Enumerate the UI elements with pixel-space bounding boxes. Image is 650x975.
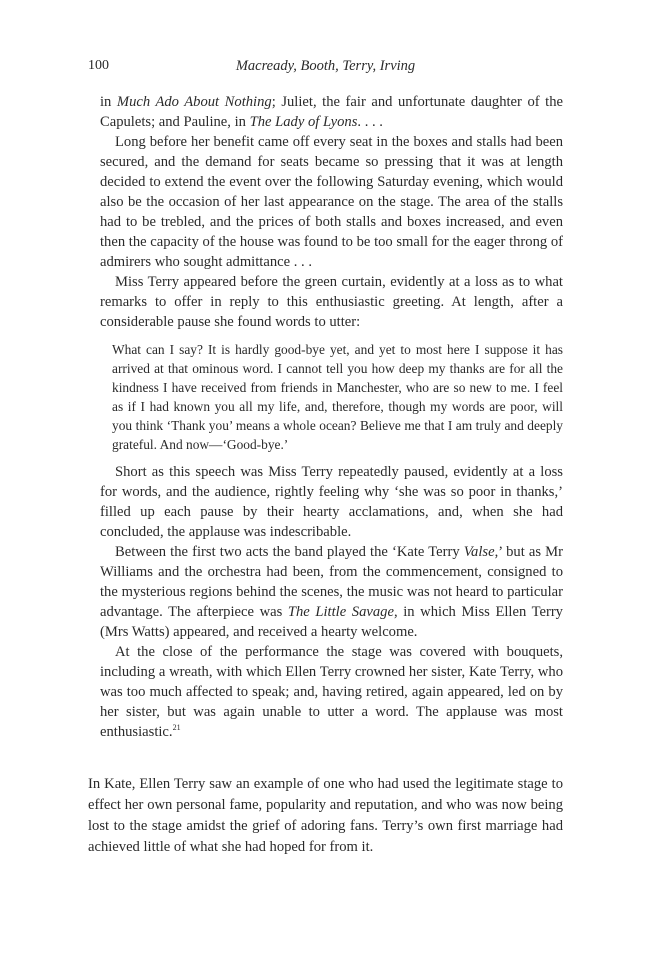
quote-paragraph-5: Between the first two acts the band played the ‘Kate Terry Valse,’ but as Mr Williams and the orchestra had been, from the commencement, consigned to the mysterious regions behind the scenes, the music was not heard to particular advantage. The afterpiece was The Little Savage, in which Miss Ellen Terry (Mrs Watts) appeared, and received a hearty welcome.	[100, 544, 563, 640]
speech-text: What can I say? It is hardly good-bye yet, and yet to most here I suppose it has arrived at that ominous word. I cannot tell you how deep my thanks are for all the kindness I have received from friends in Manchester, who are so new to me. I feel as if I had known you all my life, and, therefore, though my words are poor, will you think ‘Thank you’ means a whole ocean? Believe me that I am truly and deeply grateful. And now—‘Good-bye.’	[112, 342, 563, 452]
body-text	[88, 774, 563, 858]
quote-paragraph-4: Short as this speech was Miss Terry repeatedly paused, evidently at a loss for words, and the audience, rightly feeling why ‘she was so poor in thanks,’ filled up each pause by their hearty acclamations, and, when she had concluded, the applause was indescribable.	[100, 464, 563, 540]
footnote-reference: 21	[172, 723, 181, 733]
speech-block-quote	[112, 340, 563, 454]
play-title: Much Ado About Nothing	[116, 94, 272, 110]
quoted-passage	[100, 92, 563, 742]
quote-paragraph-2: Long before her benefit came off every seat in the boxes and stalls had been secured, and the demand for seats became so pressing that it was at length decided to extend the event over the following Saturday evening, which would also be the occasion of her last appearance on the stage. The area of the stalls had to be trebled, and the prices of both stalls and boxes increased, and even then the capacity of the house was found to be too small for the eager throng of admirers who sought admittance . . .	[100, 134, 563, 270]
page-number: 100	[88, 58, 109, 73]
running-head: Macready, Booth, Terry, Irving	[235, 58, 416, 74]
valse-title: Valse	[463, 544, 495, 560]
play-title: The Lady of Lyons	[249, 114, 358, 130]
quote-paragraph-3: Miss Terry appeared before the green curtain, evidently at a loss as to what remarks to offer in reply to this enthusiastic greeting. At length, after a considerable pause she found words to utter:	[100, 274, 563, 330]
play-title: The Little Savage	[287, 604, 394, 620]
page-header	[88, 58, 563, 78]
body-paragraph: In Kate, Ellen Terry saw an example of one who had used the legitimate stage to effect her own personal fame, popularity and reputation, and who was now being lost to the stage amidst the grief of adoring fans. Terry’s own first marriage had achieved little of what she had hoped for from it.	[88, 776, 563, 855]
quote-paragraph-1: in Much Ado About Nothing; Juliet, the fair and unfortunate daughter of the Capulets; and Pauline, in The Lady of Lyons. . . .	[100, 94, 564, 130]
quote-paragraph-6: At the close of the performance the stage was covered with bouquets, including a wreath, with which Ellen Terry crowned her sister, Kate Terry, who was too much affected to speak; and, having retired, again appeared, led on by her sister, but was again unable to utter a word. The applause was most enthusiastic.$^{21}$	[100, 644, 563, 740]
